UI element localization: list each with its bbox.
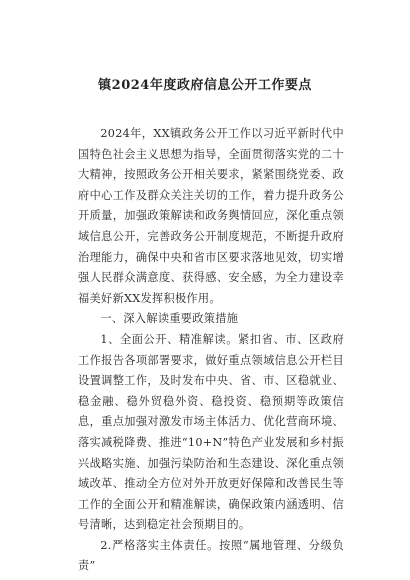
document-title: 镇2024年度政府信息公开工作要点 bbox=[98, 78, 312, 93]
item-paragraph-2: 2.严格落实主体责任。按照“属地管理、分级负责” bbox=[78, 538, 344, 573]
section-heading: 一、深入解读重要政策措施 bbox=[100, 312, 239, 326]
intro-paragraph: 2024年，XX镇政务公开工作以习近平新时代中国特色社会主义思想为指导，全面贯彻落实党的二十大精神，按照政务公开相关要求，紧紧围绕党委、政府中心工作及群众关注关切的工作，着力提升政务公开质量，加强政策解读和政务舆情回应，深化重点领域信息公开，完善政务公开制度规范，不断提升政府治理能力，确保中央和省市区要求落地见效，切实增强人民群众满意度、获得感、安全感，为全力建设幸福美好新XX发挥积极作用。 bbox=[78, 127, 344, 305]
document-body bbox=[78, 124, 344, 577]
item-paragraph-1: 1、全面公开、精准解读。紧扣省、市、区政府工作报告各项部署要求，做好重点领域信息公开栏目设置调整工作，及时发布中央、省、市、区稳就业、稳金融、稳外贸稳外资、稳投资、稳预期等政策信息，重点加强对激发市场主体活力、优化营商环境、落实减税降费、推进“10+N”特色产业发展和乡村振兴战略实施、加强污染防治和生态建设、深化重点领域改革、推动全方位对外开放更好保障和改善民生等工作的全面公开和精准解读，确保政策内涵透明、信号清晰，达到稳定社会预期目的。 bbox=[78, 332, 344, 532]
